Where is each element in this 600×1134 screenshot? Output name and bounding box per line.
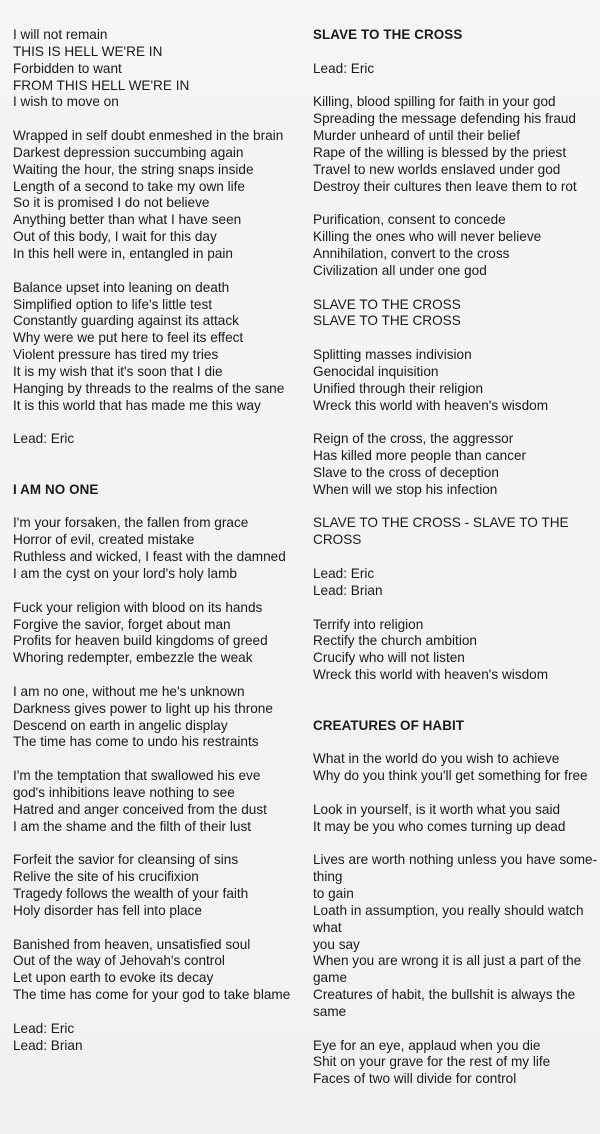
- lyric-line: Forfeit the savior for cleansing of sins: [13, 852, 239, 868]
- lyric-line: Rape of the willing is blessed by the priest: [313, 144, 567, 160]
- lyric-line: Hanging by threads to the realms of the sane: [13, 380, 285, 396]
- lyric-line: When you are wrong it is all just a part of the: [313, 953, 582, 969]
- lyric-line: It is this world that has made me this way: [13, 397, 261, 413]
- lyric-line: Lives are worth nothing unless you have some-: [313, 852, 598, 868]
- lyric-line: Ruthless and wicked, I feast with the damned: [13, 549, 286, 565]
- lyric-line: It is my wish that it's soon that I die: [13, 363, 223, 379]
- lyric-line: Purification, consent to concede: [313, 212, 506, 228]
- lyric-line: Murder unheard of until their belief: [313, 128, 521, 144]
- stanza: [13, 937, 298, 1004]
- song-title: I AM NO ONE: [13, 481, 99, 497]
- lyric-line: Destroy their cultures then leave them to rot: [313, 178, 577, 194]
- lyric-line: CROSS: [313, 532, 362, 548]
- stanza: [13, 852, 298, 919]
- lyric-line: Wreck this world with heaven's wisdom: [313, 667, 549, 683]
- lyric-line: Civilization all under one god: [313, 262, 487, 278]
- lyric-line: FROM THIS HELL WE'RE IN: [13, 77, 190, 93]
- lead-credit: Lead: Eric: [13, 431, 75, 447]
- lyric-line: Look in yourself, is it worth what you said: [313, 801, 561, 817]
- lyric-line: Darkest depression succumbing again: [13, 144, 244, 160]
- lyric-line: Why were we put here to feel its effect: [13, 330, 244, 346]
- lyric-line: Simplified option to life's little test: [13, 296, 213, 312]
- stanza: [313, 212, 595, 279]
- lyric-line: THIS IS HELL WE'RE IN: [13, 43, 163, 59]
- stanza: [313, 751, 595, 785]
- lead-credit: Lead: Brian: [13, 1037, 83, 1053]
- lyric-line: Anything better than what I have seen: [13, 212, 242, 228]
- lyric-line: The time has come to undo his restraints: [13, 734, 259, 750]
- lead-credit: Lead: Brian: [313, 582, 383, 598]
- lyric-line: I am no one, without me he's unknown: [13, 683, 245, 699]
- lyric-line: Eye for an eye, applaud when you die: [313, 1037, 541, 1053]
- lyric-line: Banished from heaven, unsatisfied soul: [13, 936, 251, 952]
- lyric-line: what: [313, 919, 342, 935]
- lyric-line: Crucify who will not listen: [313, 650, 465, 666]
- right-column: [313, 27, 598, 1088]
- lyric-line: So it is promised I do not believe: [13, 195, 210, 211]
- lyric-line: same: [313, 1003, 347, 1019]
- lyric-line: Killing, blood spilling for faith in your god: [313, 94, 556, 110]
- lyric-line: Horror of evil, created mistake: [13, 532, 195, 548]
- lyric-line: Out of this body, I wait for this day: [13, 229, 217, 245]
- lyric-line: I will not remain: [13, 27, 108, 42]
- lyric-line: Profits for heaven build kingdoms of greed: [13, 633, 268, 649]
- lyric-line: Shit on your grave for the rest of my life: [313, 1054, 551, 1070]
- lyric-line: Loath in assumption, you really should watch: [313, 902, 584, 918]
- lyric-line: Unified through their religion: [313, 380, 484, 396]
- lyric-line: Genocidal inquisition: [313, 363, 439, 379]
- lyric-line: Constantly guarding against its attack: [13, 313, 239, 329]
- stanza: [313, 852, 598, 1020]
- lyric-line: Splitting masses indivision: [313, 347, 472, 363]
- lyric-line: Length of a second to take my own life: [13, 178, 245, 194]
- lyric-line: Annihilation, convert to the cross: [313, 245, 510, 261]
- lyric-line: It may be you who comes turning up dead: [313, 818, 566, 834]
- lyric-line: Forbidden to want: [13, 60, 122, 76]
- stanza: [13, 768, 298, 835]
- chorus: [313, 297, 595, 331]
- lyric-line: SLAVE TO THE CROSS: [313, 313, 461, 329]
- song-title: SLAVE TO THE CROSS: [313, 27, 463, 42]
- lyric-line: Violent pressure has tired my tries: [13, 347, 219, 363]
- lead-credit: Lead: Eric: [313, 566, 375, 581]
- lyric-line: Out of the way of Jehovah's control: [13, 953, 225, 969]
- lyric-line: Let upon earth to evoke its decay: [13, 970, 214, 986]
- lyric-line: I'm your forsaken, the fallen from grace: [13, 515, 249, 531]
- stanza: [13, 600, 298, 667]
- lyric-line: god's inhibitions leave nothing to see: [13, 784, 235, 800]
- lyric-line: SLAVE TO THE CROSS - SLAVE TO THE: [313, 515, 569, 531]
- lyric-line: In this hell were in, entangled in pain: [13, 245, 233, 261]
- lyric-line: The time has come for your god to take blame: [13, 987, 291, 1003]
- lyric-line: I am the shame and the filth of their lust: [13, 818, 252, 834]
- lyric-line: thing: [313, 869, 343, 885]
- stanza: [13, 515, 298, 582]
- lyric-line: Holy disorder has fell into place: [13, 902, 202, 918]
- lyric-line: Rectify the church ambition: [313, 633, 477, 649]
- lyric-line: Hatred and anger conceived from the dust: [13, 801, 267, 817]
- lyric-line: What in the world do you wish to achieve: [313, 751, 560, 767]
- lyric-line: Slave to the cross of deception: [313, 464, 499, 480]
- left-column: [13, 27, 298, 1054]
- stanza: [313, 94, 595, 195]
- stanza: [313, 1038, 595, 1089]
- song-title: CREATURES OF HABIT: [313, 717, 465, 733]
- lyric-line: Why do you think you'll get something for free: [313, 768, 588, 784]
- stanza: [313, 347, 595, 414]
- lyric-line: Terrify into religion: [313, 616, 424, 632]
- stanza: [13, 684, 298, 751]
- lyric-line: I'm the temptation that swallowed his eve: [13, 768, 261, 784]
- lyric-line: to gain: [313, 886, 354, 902]
- lyric-line: game: [313, 970, 348, 986]
- lyric-line: Wreck this world with heaven's wisdom: [313, 397, 549, 413]
- stanza: [13, 280, 298, 415]
- lyric-line: Balance upset into leaning on death: [13, 279, 230, 295]
- lead-credit: Lead: Eric: [313, 60, 375, 76]
- lyric-line: Fuck your religion with blood on its hands: [13, 599, 263, 615]
- chorus: [313, 515, 595, 549]
- lyric-line: Whoring redempter, embezzle the weak: [13, 650, 253, 666]
- lyric-line: Faces of two will divide for control: [313, 1071, 517, 1087]
- lyric-line: Relive the site of his crucifixion: [13, 869, 199, 885]
- lyric-line: Forgive the savior, forget about man: [13, 616, 231, 632]
- lyric-line: you say: [313, 936, 360, 952]
- lyric-line: Reign of the cross, the aggressor: [313, 431, 514, 447]
- lyric-line: Darkness gives power to light up his throne: [13, 700, 273, 716]
- lyric-line: Creatures of habit, the bullshit is always the: [313, 987, 576, 1003]
- stanza: [313, 802, 595, 836]
- lyric-line: Waiting the hour, the string snaps inside: [13, 161, 254, 177]
- lyric-line: I am the cyst on your lord's holy lamb: [13, 566, 237, 581]
- lyric-line: Descend on earth in angelic display: [13, 717, 228, 733]
- stanza: [13, 128, 298, 263]
- lyric-line: Has killed more people than cancer: [313, 448, 527, 464]
- lead-credit: Lead: Eric: [13, 1020, 75, 1036]
- stanza: [313, 617, 595, 684]
- lyric-line: When will we stop his infection: [313, 481, 498, 497]
- stanza: [13, 27, 298, 111]
- lyric-line: Killing the ones who will never believe: [313, 229, 542, 245]
- lyric-line: Wrapped in self doubt enmeshed in the brain: [13, 128, 284, 144]
- lyric-line: I wish to move on: [13, 94, 119, 110]
- lyric-line: Tragedy follows the wealth of your faith: [13, 886, 249, 902]
- stanza: [313, 431, 595, 498]
- lyric-line: SLAVE TO THE CROSS: [313, 296, 461, 312]
- lyric-line: Spreading the message defending his fraud: [313, 111, 576, 127]
- lyric-line: Travel to new worlds enslaved under god: [313, 161, 561, 177]
